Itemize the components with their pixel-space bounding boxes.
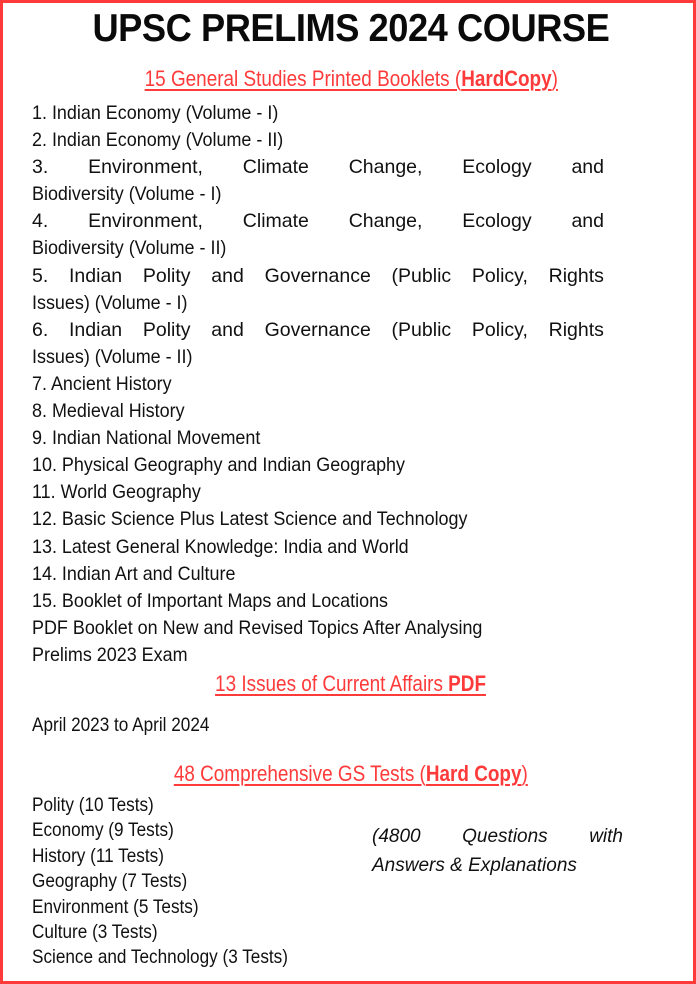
list-item (32, 452, 604, 479)
test-item-text: Geography (7 Tests) (32, 870, 188, 893)
test-item (32, 869, 323, 894)
list-item-text: PDF Booklet on New and Revised Topics After Analysing (32, 616, 483, 639)
word: with (589, 826, 623, 847)
list-item-text: 9. Indian National Movement (32, 427, 261, 450)
word: 6. (32, 318, 49, 341)
note-text: Answers & Explanations (372, 855, 577, 876)
word: Rights (548, 264, 604, 287)
word: and (211, 318, 244, 341)
list-item (32, 588, 604, 615)
tests-list (32, 793, 323, 971)
heading-suffix: ) (551, 66, 558, 91)
word: 5. (32, 264, 49, 287)
list-item-continuation (32, 290, 604, 317)
word: Indian (69, 318, 123, 341)
word: Polity (142, 318, 191, 341)
list-item-text: 2. Indian Economy (Volume - II) (32, 129, 284, 152)
list-item-text: Biodiversity (Volume - II) (32, 237, 227, 260)
list-item-text: Prelims 2023 Exam (32, 643, 188, 666)
word: Policy, (471, 264, 528, 287)
heading-bold-text: PDF (448, 671, 487, 696)
word: Rights (548, 318, 604, 341)
word: Policy, (471, 318, 528, 341)
test-item-text: Polity (10 Tests) (32, 794, 154, 816)
list-item-text: 1. Indian Economy (Volume - I) (32, 102, 279, 124)
list-item-continuation (32, 181, 604, 208)
test-item (32, 844, 323, 869)
booklet-list (32, 100, 604, 669)
list-item (32, 425, 604, 452)
list-item (32, 100, 604, 127)
word: and (571, 156, 604, 179)
note-line (372, 851, 623, 880)
list-item-text: Issues) (Volume - I) (32, 291, 188, 314)
word: Indian (69, 264, 123, 287)
word: Governance (264, 264, 371, 287)
test-item (32, 895, 323, 920)
test-item (32, 920, 323, 945)
word: (4800 (372, 826, 421, 847)
word: Environment, (88, 156, 203, 179)
test-item-text: Economy (9 Tests) (32, 819, 174, 842)
word: Change, (348, 210, 423, 233)
word: (Public (391, 318, 452, 341)
list-item-text: 15. Booklet of Important Maps and Locations (32, 589, 389, 612)
word: (Public (391, 264, 452, 287)
list-item (32, 479, 604, 506)
list-item (32, 154, 604, 181)
section-heading-current-affairs (3, 671, 696, 697)
heading-bold-text: Hard Copy (426, 761, 522, 786)
current-affairs-period (32, 714, 234, 737)
list-item-text: 13. Latest General Knowledge: India and World (32, 535, 409, 558)
list-item-continuation (32, 235, 604, 262)
list-item (32, 263, 604, 290)
test-item-text: Environment (5 Tests) (32, 895, 199, 918)
word: Climate (242, 210, 309, 233)
test-item-text: Science and Technology (3 Tests) (32, 946, 288, 969)
heading-text: 13 Issues of Current Affairs (215, 671, 449, 696)
test-item-text: Culture (3 Tests) (32, 920, 158, 943)
list-item-text: 14. Indian Art and Culture (32, 562, 236, 585)
word: 3. (32, 156, 49, 179)
word: 4. (32, 210, 49, 233)
list-item (32, 208, 604, 235)
word: Ecology (462, 210, 532, 233)
list-item-text: 8. Medieval History (32, 400, 185, 423)
list-item-text: Biodiversity (Volume - I) (32, 183, 222, 206)
word: Environment, (88, 210, 203, 233)
list-item-continuation (32, 642, 604, 669)
list-item (32, 506, 604, 533)
test-item (32, 945, 323, 970)
list-item (32, 615, 604, 642)
list-item-text: 12. Basic Science Plus Latest Science and Technology (32, 508, 468, 531)
test-item-text: History (11 Tests) (32, 844, 164, 867)
list-item-text: 11. World Geography (32, 481, 201, 504)
word: and (211, 264, 244, 287)
period-text: April 2023 to April 2024 (32, 714, 210, 736)
test-item (32, 818, 323, 843)
list-item (32, 534, 604, 561)
list-item-continuation (32, 344, 604, 371)
heading-text: 48 Comprehensive GS Tests ( (173, 761, 427, 786)
heading-bold-text: HardCopy (460, 66, 552, 91)
list-item (32, 127, 604, 154)
note-line (372, 822, 623, 851)
section-heading-booklets (3, 66, 696, 92)
list-item-text: 7. Ancient History (32, 372, 172, 395)
heading-suffix: ) (521, 761, 528, 786)
word: Climate (242, 156, 309, 179)
list-item (32, 371, 604, 398)
list-item (32, 317, 604, 344)
list-item-text: Issues) (Volume - II) (32, 345, 193, 368)
word: and (571, 210, 604, 233)
word: Questions (462, 826, 548, 847)
list-item-text: 10. Physical Geography and Indian Geography (32, 454, 406, 477)
list-item (32, 398, 604, 425)
word: Governance (264, 318, 371, 341)
word: Change, (348, 156, 423, 179)
page-title-text: UPSC PRELIMS 2024 COURSE (92, 7, 610, 50)
list-item (32, 561, 604, 588)
section-heading-tests (3, 761, 696, 787)
questions-note (372, 822, 623, 880)
word: Ecology (462, 156, 532, 179)
test-item (32, 793, 323, 818)
word: Polity (142, 264, 191, 287)
heading-text: 15 General Studies Printed Booklets ( (144, 66, 461, 91)
page-title (3, 7, 696, 51)
